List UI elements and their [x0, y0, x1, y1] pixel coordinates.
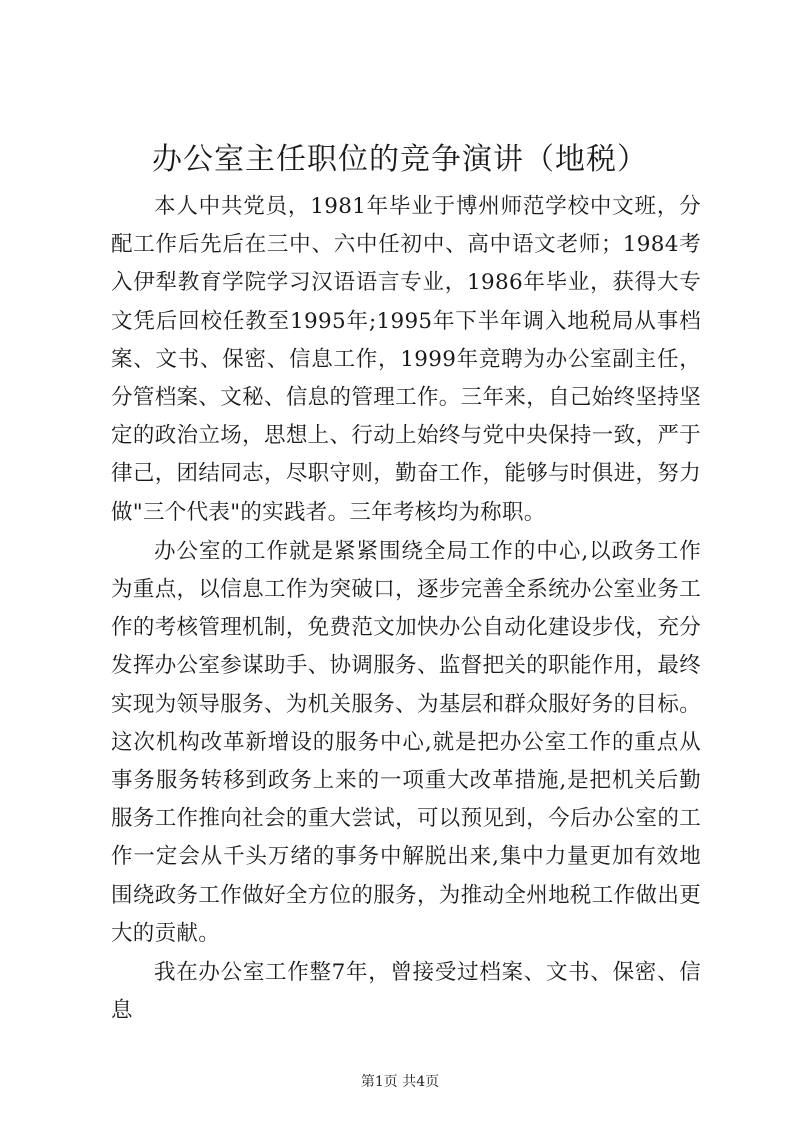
body-paragraph-2: 办公室的工作就是紧紧围绕全局工作的中心,以政务工作为重点，以信息工作为突破口，逐步完善全系统办公室业务工作的考核管理机制，免费范文加快办公自动化建设步伐，充分发挥办公室参谋助手、协调服务、监督把关的职能作用，最终实现为领导服务、为机关服务、为基层和群众服好务的目标。这次机构改革新增设的服务中心,就是把办公室工作的重点从事务服务转移到政务上来的一项重大改革措施,是把机关后勤服务工作推向社会的重大尝试，可以预见到，今后办公室的工作一定会从千头万绪的事务中解脱出来,集中力量更加有效地围绕政务工作做好全方位的服务，为推动全州地税工作做出更大的贡献。	[111, 538, 701, 946]
body-paragraph-3: 我在办公室工作整7年，曾接受过档案、文书、保密、信息	[111, 960, 701, 1024]
body-paragraph-1: 本人中共党员，1981年毕业于博州师范学校中文班，分配工作后先后在三中、六中任初中、高中语文老师；1984考入伊犁教育学院学习汉语语言专业，1986年毕业，获得大专文凭后回校任教至1995年;1995年下半年调入地税局从事档案、文书、保密、信息工作，1999年竞聘为办公室副主任，分管档案、文秘、信息的管理工作。三年来，自己始终坚持坚定的政治立场，思想上、行动上始终与党中央保持一致，严于律己，团结同志，尽职守则，勤奋工作，能够与时俱进，努力做"三个代表"的实践者。三年考核均为称职。	[111, 194, 701, 525]
page-number-footer: 第1页 共4页	[360, 1074, 440, 1090]
document-title: 办公室主任职位的竞争演讲（地税）	[152, 142, 648, 177]
document-body	[111, 188, 701, 1031]
